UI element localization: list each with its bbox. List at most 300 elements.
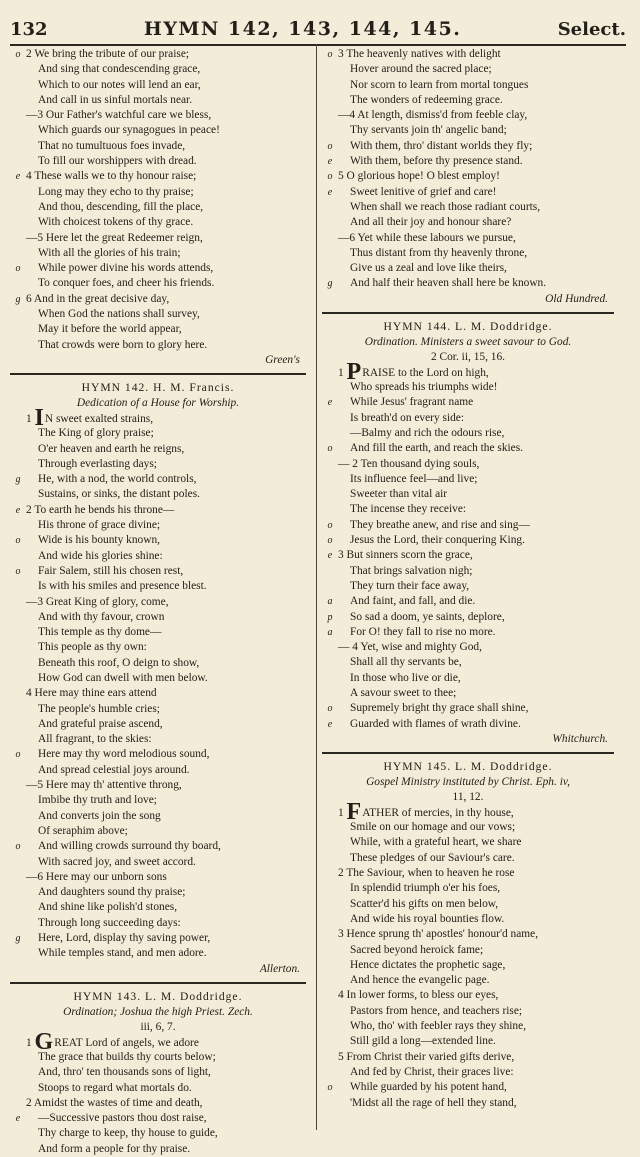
verse-text: While Jesus' fragrant name xyxy=(350,396,474,409)
verse-text: They turn their face away, xyxy=(350,579,470,592)
verse-line xyxy=(322,1065,614,1080)
verse-line xyxy=(10,215,306,230)
verse-line xyxy=(10,487,306,502)
verse-line xyxy=(10,1126,306,1141)
verse-text: —4 At length, dismiss'd from feeble clay, xyxy=(338,109,528,122)
verse-line xyxy=(322,717,614,732)
verse-text: So sad a doom, ye saints, deplore, xyxy=(350,610,505,623)
verse-line xyxy=(322,47,614,62)
verse-text: 4 In lower forms, to bless our eyes, xyxy=(338,989,499,1002)
hymn-subtitle: Ordination; Joshua the high Priest. Zech. xyxy=(63,1005,253,1018)
verse-line xyxy=(10,946,306,961)
verse-text: And wide his glories shine: xyxy=(38,549,163,562)
expression-mark: e xyxy=(327,186,333,198)
verse-text: —3 Great King of glory, come, xyxy=(26,595,169,608)
verse-text: Smile on our homage and our vows; xyxy=(350,821,516,834)
verse-line xyxy=(322,154,614,169)
running-title: HYMN 142, 143, 144, 145. xyxy=(143,18,462,40)
verse-text: And hence the evangelic page. xyxy=(350,974,490,987)
verse-line xyxy=(10,307,306,322)
hymn-separator xyxy=(10,373,306,375)
verse-text: 4 These walls we to thy honour raise; xyxy=(26,170,197,183)
expression-mark: g xyxy=(15,293,21,305)
hymn-heading: HYMN 143. L. M. Doddridge. xyxy=(73,989,243,1003)
verse-line xyxy=(10,579,306,594)
verse-text: Thy servants join th' angelic band; xyxy=(350,124,507,137)
verse-text: With choicest tokens of thy grace. xyxy=(38,216,194,229)
verse-text: To conquer foes, and cheer his friends. xyxy=(38,277,215,290)
hymn-143-end xyxy=(322,47,614,292)
verse-line xyxy=(322,426,614,441)
verse-text: And faint, and fall, and die. xyxy=(350,595,476,608)
verse-line xyxy=(10,747,306,762)
verse-text: And converts join the song xyxy=(38,809,161,822)
verse-text: With them, thro' distant worlds they fly; xyxy=(350,139,533,152)
verse-line xyxy=(322,169,614,184)
verse-line xyxy=(322,185,614,200)
verse-line xyxy=(10,839,306,854)
hymn-separator xyxy=(322,752,614,754)
hymn-heading: HYMN 142. H. M. Francis. xyxy=(81,380,235,394)
verse-text: This people as thy own: xyxy=(38,641,147,654)
verse-text: 2 The Saviour, when to heaven he rose xyxy=(338,867,515,880)
verse-text: Through everlasting days; xyxy=(38,457,157,470)
verse-text: Nor scorn to learn from mortal tongues xyxy=(350,78,529,91)
expression-mark: o xyxy=(327,443,333,455)
verse-text: And call in us sinful mortals near. xyxy=(38,93,193,106)
verse-text: —5 Here let the great Redeemer reign, xyxy=(26,231,203,244)
expression-mark: o xyxy=(327,703,333,715)
verse-line xyxy=(10,472,306,487)
verse-line xyxy=(322,1004,614,1019)
hymn-separator xyxy=(10,982,306,984)
verse-text: Shall all thy servants be, xyxy=(350,656,462,669)
verse-line xyxy=(10,640,306,655)
verse-text: And daughters sound thy praise; xyxy=(38,886,186,899)
verse-text: That crowds were born to glory here. xyxy=(38,338,208,351)
verse-text: Scatter'd his gifts on men below, xyxy=(350,897,499,910)
verse-text: When God the nations shall survey, xyxy=(38,308,200,321)
hymn-145-stanzas xyxy=(322,798,614,1111)
verse-text: — 2 Ten thousand dying souls, xyxy=(338,457,480,470)
verse-text: Sweeter than vital air xyxy=(350,488,448,501)
left-column xyxy=(10,47,306,1157)
verse-text: And spread celestial joys around. xyxy=(38,763,190,776)
verse-line xyxy=(10,686,306,701)
verse-text: Long may they echo to thy praise; xyxy=(38,185,194,198)
expression-mark: o xyxy=(327,140,333,152)
verse-line xyxy=(10,1096,306,1111)
verse-text: And shine like polish'd stones, xyxy=(38,901,178,914)
expression-mark: g xyxy=(327,278,333,290)
scripture-reference: iii, 6, 7. xyxy=(140,1020,176,1033)
verse-text: Jesus the Lord, their conquering King. xyxy=(350,534,525,547)
verse-line xyxy=(10,123,306,138)
verse-text: 5 From Christ their varied gifts derive, xyxy=(338,1050,515,1063)
verse-text: And half their heaven shall here be known. xyxy=(350,277,547,290)
verse-text: With sacred joy, and sweet accord. xyxy=(38,855,196,868)
verse-line xyxy=(322,200,614,215)
expression-mark: a xyxy=(327,626,333,638)
verse-text: For O! they fall to rise no more. xyxy=(350,625,496,638)
verse-text: Which guards our synagogues in peace! xyxy=(38,124,220,137)
verse-line xyxy=(322,701,614,716)
verse-line xyxy=(322,246,614,261)
verse-line xyxy=(322,881,614,896)
verse-text: When shall we reach those radiant courts, xyxy=(350,200,541,213)
verse-text: And form a people for thy praise. xyxy=(38,1142,191,1155)
verse-text: 2 To earth he bends his throne— xyxy=(26,503,175,516)
hymn-heading: HYMN 145. L. M. Doddridge. xyxy=(383,759,553,773)
verse-text: Who, tho' with feebler rays they shine, xyxy=(350,1020,527,1033)
verse-text: And thou, descending, fill the place, xyxy=(38,200,204,213)
verse-text: 'Midst all the rage of hell they stand, xyxy=(350,1096,517,1109)
verse-line xyxy=(322,395,614,410)
verse-text: Beneath this roof, O deign to show, xyxy=(38,656,200,669)
verse-line xyxy=(322,640,614,655)
verse-text: And all their joy and honour share? xyxy=(350,216,512,229)
expression-mark: o xyxy=(15,263,21,275)
verse-line xyxy=(10,732,306,747)
verse-line xyxy=(322,502,614,517)
verse-line xyxy=(322,1096,614,1111)
verse-text: 2 We bring the tribute of our praise; xyxy=(26,48,190,60)
verse-text: In those who live or die, xyxy=(350,671,461,684)
expression-mark: o xyxy=(15,49,21,60)
verse-line xyxy=(322,866,614,881)
verse-line xyxy=(10,763,306,778)
verse-text: Give us a zeal and love like theirs, xyxy=(350,262,507,275)
expression-mark: o xyxy=(15,841,21,853)
verse-text: Of seraphim above; xyxy=(38,824,128,837)
verse-line xyxy=(10,533,306,548)
verse-line xyxy=(322,358,614,385)
verse-text: His throne of grace divine; xyxy=(38,519,161,532)
verse-line xyxy=(322,93,614,108)
verse-text: While power divine his words attends, xyxy=(38,262,214,275)
verse-line xyxy=(322,487,614,502)
hymn-separator xyxy=(322,312,614,314)
verse-text: He, with a nod, the world controls, xyxy=(38,473,197,486)
verse-text: Stoops to regard what mortals do. xyxy=(38,1081,192,1094)
verse-line xyxy=(10,656,306,671)
verse-text: Thus distant from thy heavenly throne, xyxy=(350,246,528,259)
verse-line xyxy=(322,988,614,1003)
verse-text: Sweet lenitive of grief and care! xyxy=(350,185,497,198)
verse-text: May it before the world appear, xyxy=(38,323,182,336)
verse-line xyxy=(10,108,306,123)
verse-line xyxy=(10,717,306,732)
verse-line xyxy=(10,261,306,276)
verse-text: In splendid triumph o'er his foes, xyxy=(350,882,501,895)
verse-text: The people's humble cries; xyxy=(38,702,160,715)
verse-line xyxy=(10,185,306,200)
verse-line xyxy=(322,533,614,548)
verse-text: The incense they receive: xyxy=(350,503,467,516)
verse-text: Still gild a long—extended line. xyxy=(350,1035,496,1048)
verse-text: How God can dwell with men below. xyxy=(38,671,208,684)
verse-text: Is breath'd on every side: xyxy=(350,411,465,424)
verse-line xyxy=(322,276,614,291)
verse-line xyxy=(322,927,614,942)
verse-text: Imbibe thy truth and love; xyxy=(38,794,157,807)
verse-text: And sing that condescending grace, xyxy=(38,63,201,76)
verse-line xyxy=(10,292,306,307)
page-number: 132 xyxy=(10,19,48,40)
hymn-heading: HYMN 144. L. M. Doddridge. xyxy=(383,319,553,333)
verse-text: And fill the earth, and reach the skies. xyxy=(350,442,524,455)
verse-text: Which to our notes will lend an ear, xyxy=(38,78,201,91)
section-label: Select. xyxy=(557,19,626,40)
verse-line xyxy=(322,912,614,927)
verse-line xyxy=(10,870,306,885)
header-rule xyxy=(10,44,626,46)
expression-mark: o xyxy=(327,1082,333,1094)
verse-line xyxy=(322,1019,614,1034)
verse-line xyxy=(10,1065,306,1080)
verse-line xyxy=(10,1111,306,1126)
verse-line xyxy=(322,1080,614,1095)
hymn-142-stanzas xyxy=(10,404,306,962)
verse-line xyxy=(322,671,614,686)
hymn-attribution: Old Hundred. xyxy=(545,292,608,305)
scripture-reference: 2 Cor. ii, 15, 16. xyxy=(430,350,506,363)
verse-text: O'er heaven and earth he reigns, xyxy=(38,442,185,455)
verse-text: 1 GREAT Lord of angels, we adore xyxy=(26,1028,199,1055)
hymn-144-stanzas xyxy=(322,358,614,732)
verse-line xyxy=(322,380,614,395)
verse-line xyxy=(10,169,306,184)
verse-line xyxy=(322,564,614,579)
verse-text: These pledges of our Saviour's care. xyxy=(350,851,515,864)
verse-line xyxy=(322,518,614,533)
verse-line xyxy=(322,835,614,850)
expression-mark: o xyxy=(327,535,333,547)
expression-mark: o xyxy=(15,565,21,577)
expression-mark: e xyxy=(327,718,333,730)
verse-text: They breathe anew, and rise and sing— xyxy=(350,518,530,531)
verse-line xyxy=(322,108,614,123)
verse-text: 5 O glorious hope! O blest employ! xyxy=(338,170,500,183)
verse-text: 4 Here may thine ears attend xyxy=(26,687,157,700)
verse-text: The wonders of redeeming grace. xyxy=(350,93,503,106)
verse-line xyxy=(322,78,614,93)
expression-mark: e xyxy=(327,550,333,562)
verse-text: Wide is his bounty known, xyxy=(38,534,160,547)
right-column xyxy=(322,47,614,1111)
hymn-subtitle: Gospel Ministry instituted by Christ. Eph. iv, xyxy=(366,775,570,788)
verse-line xyxy=(10,610,306,625)
verse-line xyxy=(322,231,614,246)
verse-line xyxy=(10,931,306,946)
verse-line xyxy=(10,564,306,579)
verse-text: Who spreads his triumphs wide! xyxy=(350,381,498,394)
expression-mark: g xyxy=(15,474,21,486)
verse-text: Here may thy word melodious sound, xyxy=(38,748,210,761)
verse-line xyxy=(322,579,614,594)
verse-line xyxy=(10,503,306,518)
verse-text: The grace that builds thy courts below; xyxy=(38,1050,216,1063)
hymn-141-end xyxy=(10,47,306,353)
verse-text: —Successive pastors thou dost raise, xyxy=(38,1112,207,1125)
verse-line xyxy=(10,885,306,900)
verse-line xyxy=(322,625,614,640)
verse-text: 1 PRAISE to the Lord on high, xyxy=(338,358,489,385)
verse-text: Through long succeeding days: xyxy=(38,916,181,929)
verse-text: With all the glories of his train; xyxy=(38,246,181,259)
verse-line xyxy=(322,123,614,138)
verse-line xyxy=(322,610,614,625)
verse-text: While guarded by his potent hand, xyxy=(350,1081,507,1094)
verse-line xyxy=(10,809,306,824)
verse-text: Supremely bright thy grace shall shine, xyxy=(350,702,529,715)
verse-line xyxy=(322,139,614,154)
verse-text: And grateful praise ascend, xyxy=(38,717,163,730)
verse-line xyxy=(322,1034,614,1049)
column-divider xyxy=(316,44,317,1130)
verse-line xyxy=(10,276,306,291)
verse-line xyxy=(10,549,306,564)
verse-text: Sustains, or sinks, the distant poles. xyxy=(38,488,200,501)
verse-text: All fragrant, to the skies: xyxy=(38,733,152,746)
verse-line xyxy=(10,200,306,215)
verse-line xyxy=(10,78,306,93)
verse-text: 3 Hence sprung th' apostles' honour'd name, xyxy=(338,928,539,941)
verse-line xyxy=(10,855,306,870)
verse-line xyxy=(10,338,306,353)
verse-line xyxy=(322,548,614,563)
verse-line xyxy=(322,215,614,230)
verse-text: Hover around the sacred place; xyxy=(350,63,492,76)
verse-text: 1 FATHER of mercies, in thy house, xyxy=(338,798,514,825)
verse-line xyxy=(322,686,614,701)
verse-text: —6 Yet while these labours we pursue, xyxy=(338,231,516,244)
verse-text: Fair Salem, still his chosen rest, xyxy=(38,564,184,577)
verse-line xyxy=(10,442,306,457)
expression-mark: o xyxy=(327,519,333,531)
expression-mark: e xyxy=(327,156,333,168)
expression-mark: p xyxy=(327,611,333,623)
hymn-143-stanzas xyxy=(10,1028,306,1157)
verse-text: While, with a grateful heart, we share xyxy=(350,836,522,849)
verse-line xyxy=(10,625,306,640)
verse-line xyxy=(10,457,306,472)
expression-mark: o xyxy=(327,171,333,183)
verse-line xyxy=(322,457,614,472)
verse-text: 3 The heavenly natives with delight xyxy=(338,48,501,60)
verse-line xyxy=(10,595,306,610)
verse-line xyxy=(10,139,306,154)
expression-mark: e xyxy=(15,504,21,516)
verse-line xyxy=(10,916,306,931)
verse-text: And fed by Christ, their graces live: xyxy=(350,1065,514,1078)
expression-mark: e xyxy=(15,171,21,183)
verse-text: To fill our worshippers with dread. xyxy=(38,155,197,168)
verse-line xyxy=(322,973,614,988)
verse-line xyxy=(10,1050,306,1065)
verse-text: That no tumultuous foes invade, xyxy=(38,139,186,152)
verse-line xyxy=(10,426,306,441)
verse-line xyxy=(10,47,306,62)
verse-line xyxy=(322,958,614,973)
verse-text: 3 But sinners scorn the grace, xyxy=(338,549,473,562)
verse-line xyxy=(10,1142,306,1157)
verse-text: The King of glory praise; xyxy=(38,427,154,440)
expression-mark: o xyxy=(15,749,21,761)
verse-text: Guarded with flames of wrath divine. xyxy=(350,717,521,730)
verse-text: —3 Our Father's watchful care we bless, xyxy=(26,109,212,122)
verse-text: Is with his smiles and presence blest. xyxy=(38,580,207,593)
verse-line xyxy=(322,472,614,487)
expression-mark: e xyxy=(15,1113,21,1125)
hymn-subtitle: Dedication of a House for Worship. xyxy=(76,396,240,409)
verse-text: Sacred beyond heroick fame; xyxy=(350,943,484,956)
hymn-attribution: Whitchurch. xyxy=(552,732,608,745)
verse-line xyxy=(322,411,614,426)
verse-text: With them, before thy presence stand. xyxy=(350,155,523,168)
verse-line xyxy=(322,655,614,670)
expression-mark: o xyxy=(327,49,333,60)
verse-text: That brings salvation nigh; xyxy=(350,564,473,577)
verse-text: Hence dictates the prophetic sage, xyxy=(350,958,506,971)
verse-text: This temple as thy dome— xyxy=(38,626,162,639)
verse-line xyxy=(10,404,306,431)
expression-mark: e xyxy=(327,397,333,409)
verse-line xyxy=(10,671,306,686)
verse-line xyxy=(10,702,306,717)
verse-line xyxy=(10,1081,306,1096)
verse-line xyxy=(10,62,306,77)
verse-line xyxy=(10,322,306,337)
verse-line xyxy=(10,1028,306,1055)
verse-text: And wide his royal bounties flow. xyxy=(350,912,505,925)
scripture-reference: 11, 12. xyxy=(452,790,484,803)
expression-mark: a xyxy=(327,596,333,608)
verse-line xyxy=(10,231,306,246)
verse-text: 2 Amidst the wastes of time and death, xyxy=(26,1096,203,1109)
hymn-attribution: Allerton. xyxy=(259,962,300,975)
verse-text: — 4 Yet, wise and mighty God, xyxy=(338,641,482,654)
verse-line xyxy=(322,820,614,835)
verse-text: Here, Lord, display thy saving power, xyxy=(38,932,211,945)
verse-text: 6 And in the great decisive day, xyxy=(26,292,170,305)
verse-line xyxy=(322,261,614,276)
verse-text: And with thy favour, crown xyxy=(38,610,165,623)
verse-line xyxy=(10,900,306,915)
expression-mark: g xyxy=(15,933,21,945)
verse-text: While temples stand, and men adore. xyxy=(38,947,207,960)
verse-line xyxy=(322,851,614,866)
verse-text: And, thro' ten thousands sons of light, xyxy=(38,1066,211,1079)
expression-mark: o xyxy=(15,535,21,547)
verse-text: —6 Here may our unborn sons xyxy=(26,870,167,883)
verse-line xyxy=(10,93,306,108)
verse-text: —5 Here may th' attentive throng, xyxy=(26,779,182,792)
verse-text: Its influence feel—and live; xyxy=(350,472,478,485)
hymn-attribution: Green's xyxy=(265,353,300,366)
verse-line xyxy=(322,1050,614,1065)
verse-text: Thy charge to keep, thy house to guide, xyxy=(38,1127,218,1140)
verse-line xyxy=(10,518,306,533)
hymn-subtitle: Ordination. Ministers a sweet savour to God. xyxy=(364,335,572,348)
verse-text: And willing crowds surround thy board, xyxy=(38,840,221,853)
verse-line xyxy=(10,824,306,839)
verse-text: 1 IN sweet exalted strains, xyxy=(26,404,154,431)
verse-line xyxy=(322,441,614,456)
verse-line xyxy=(322,62,614,77)
verse-text: Pastors from hence, and teachers rise; xyxy=(350,1004,523,1017)
verse-line xyxy=(322,897,614,912)
